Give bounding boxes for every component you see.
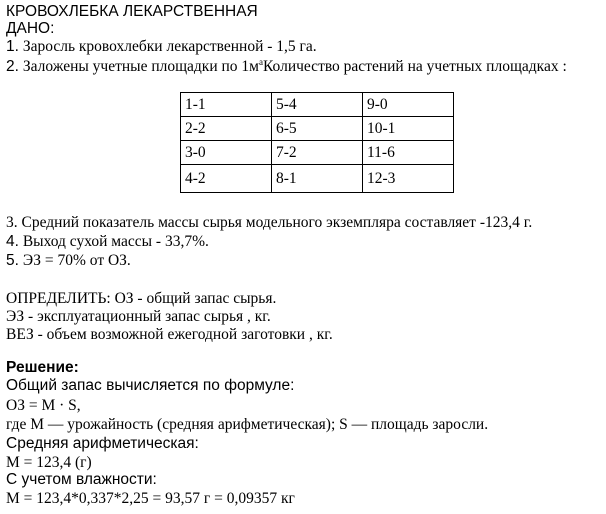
document-title: КРОВОХЛЕБКА ЛЕКАРСТВЕННАЯ — [6, 3, 258, 20]
superscript: а — [258, 56, 263, 67]
given-item-1 — [6, 38, 317, 56]
solution-where: где М — урожайность (средняя арифметическая); S — площадь заросли. — [6, 416, 489, 433]
given-item-5 — [6, 252, 131, 270]
table-cell: 1-1 — [181, 93, 272, 117]
table-cell: 2-2 — [181, 117, 272, 141]
item-number: 3. — [6, 214, 18, 231]
item-text: ЭЗ = 70% от ОЗ. — [22, 252, 131, 269]
solution-heading: Решение: — [6, 359, 79, 376]
table-cell: 11-6 — [363, 141, 454, 165]
item-text: Заросль кровохлебки лекарственной - 1,5 га. — [22, 38, 317, 55]
moisture-value: М = 123,4*0,337*2,25 = 93,57 г = 0,09357 кг — [6, 490, 295, 507]
table-row — [181, 117, 454, 141]
table-cell: 4-2 — [181, 165, 272, 193]
determine-line-3: ВЕЗ - объем возможной ежегодной заготовки , кг. — [6, 326, 333, 343]
mean-value: М = 123,4 (г) — [6, 454, 92, 471]
determine-line-1: ОПРЕДЕЛИТЬ: ОЗ - общий запас сырья. — [6, 290, 277, 307]
table-cell: 9-0 — [363, 93, 454, 117]
given-item-2 — [6, 58, 567, 76]
item-text-continued: Количество растений на учетных площадках : — [262, 58, 567, 75]
item-number: 5. — [6, 252, 19, 269]
given-item-3 — [6, 214, 532, 232]
item-text: Средний показатель массы сырья модельного экземпляра составляет -123,4 г. — [21, 214, 533, 231]
item-text: Заложены учетные площадки по 1м — [22, 58, 259, 75]
item-number: 4. — [6, 233, 19, 250]
mean-label: Средняя арифметическая: — [6, 435, 199, 452]
determine-line-2: ЭЗ - эксплуатационный запас сырья , кг. — [6, 308, 271, 325]
moisture-label: С учетом влажности: — [6, 471, 157, 488]
table-cell: 7-2 — [272, 141, 363, 165]
given-label: ДАНО: — [6, 20, 55, 37]
table-cell: 3-0 — [181, 141, 272, 165]
table-cell: 10-1 — [363, 117, 454, 141]
table-cell: 6-5 — [272, 117, 363, 141]
solution-formula: ОЗ = М · S, — [6, 397, 81, 414]
table-cell: 8-1 — [272, 165, 363, 193]
solution-intro: Общий запас вычисляется по формуле: — [6, 377, 295, 394]
item-text: Выход сухой массы - 33,7%. — [22, 233, 209, 250]
given-item-4 — [6, 233, 209, 251]
table-cell: 12-3 — [363, 165, 454, 193]
plots-table — [180, 92, 454, 193]
item-number: 1. — [6, 38, 19, 55]
table-row — [181, 165, 454, 193]
table-row — [181, 141, 454, 165]
table-cell: 5-4 — [272, 93, 363, 117]
table-row — [181, 93, 454, 117]
item-number: 2. — [6, 58, 19, 75]
